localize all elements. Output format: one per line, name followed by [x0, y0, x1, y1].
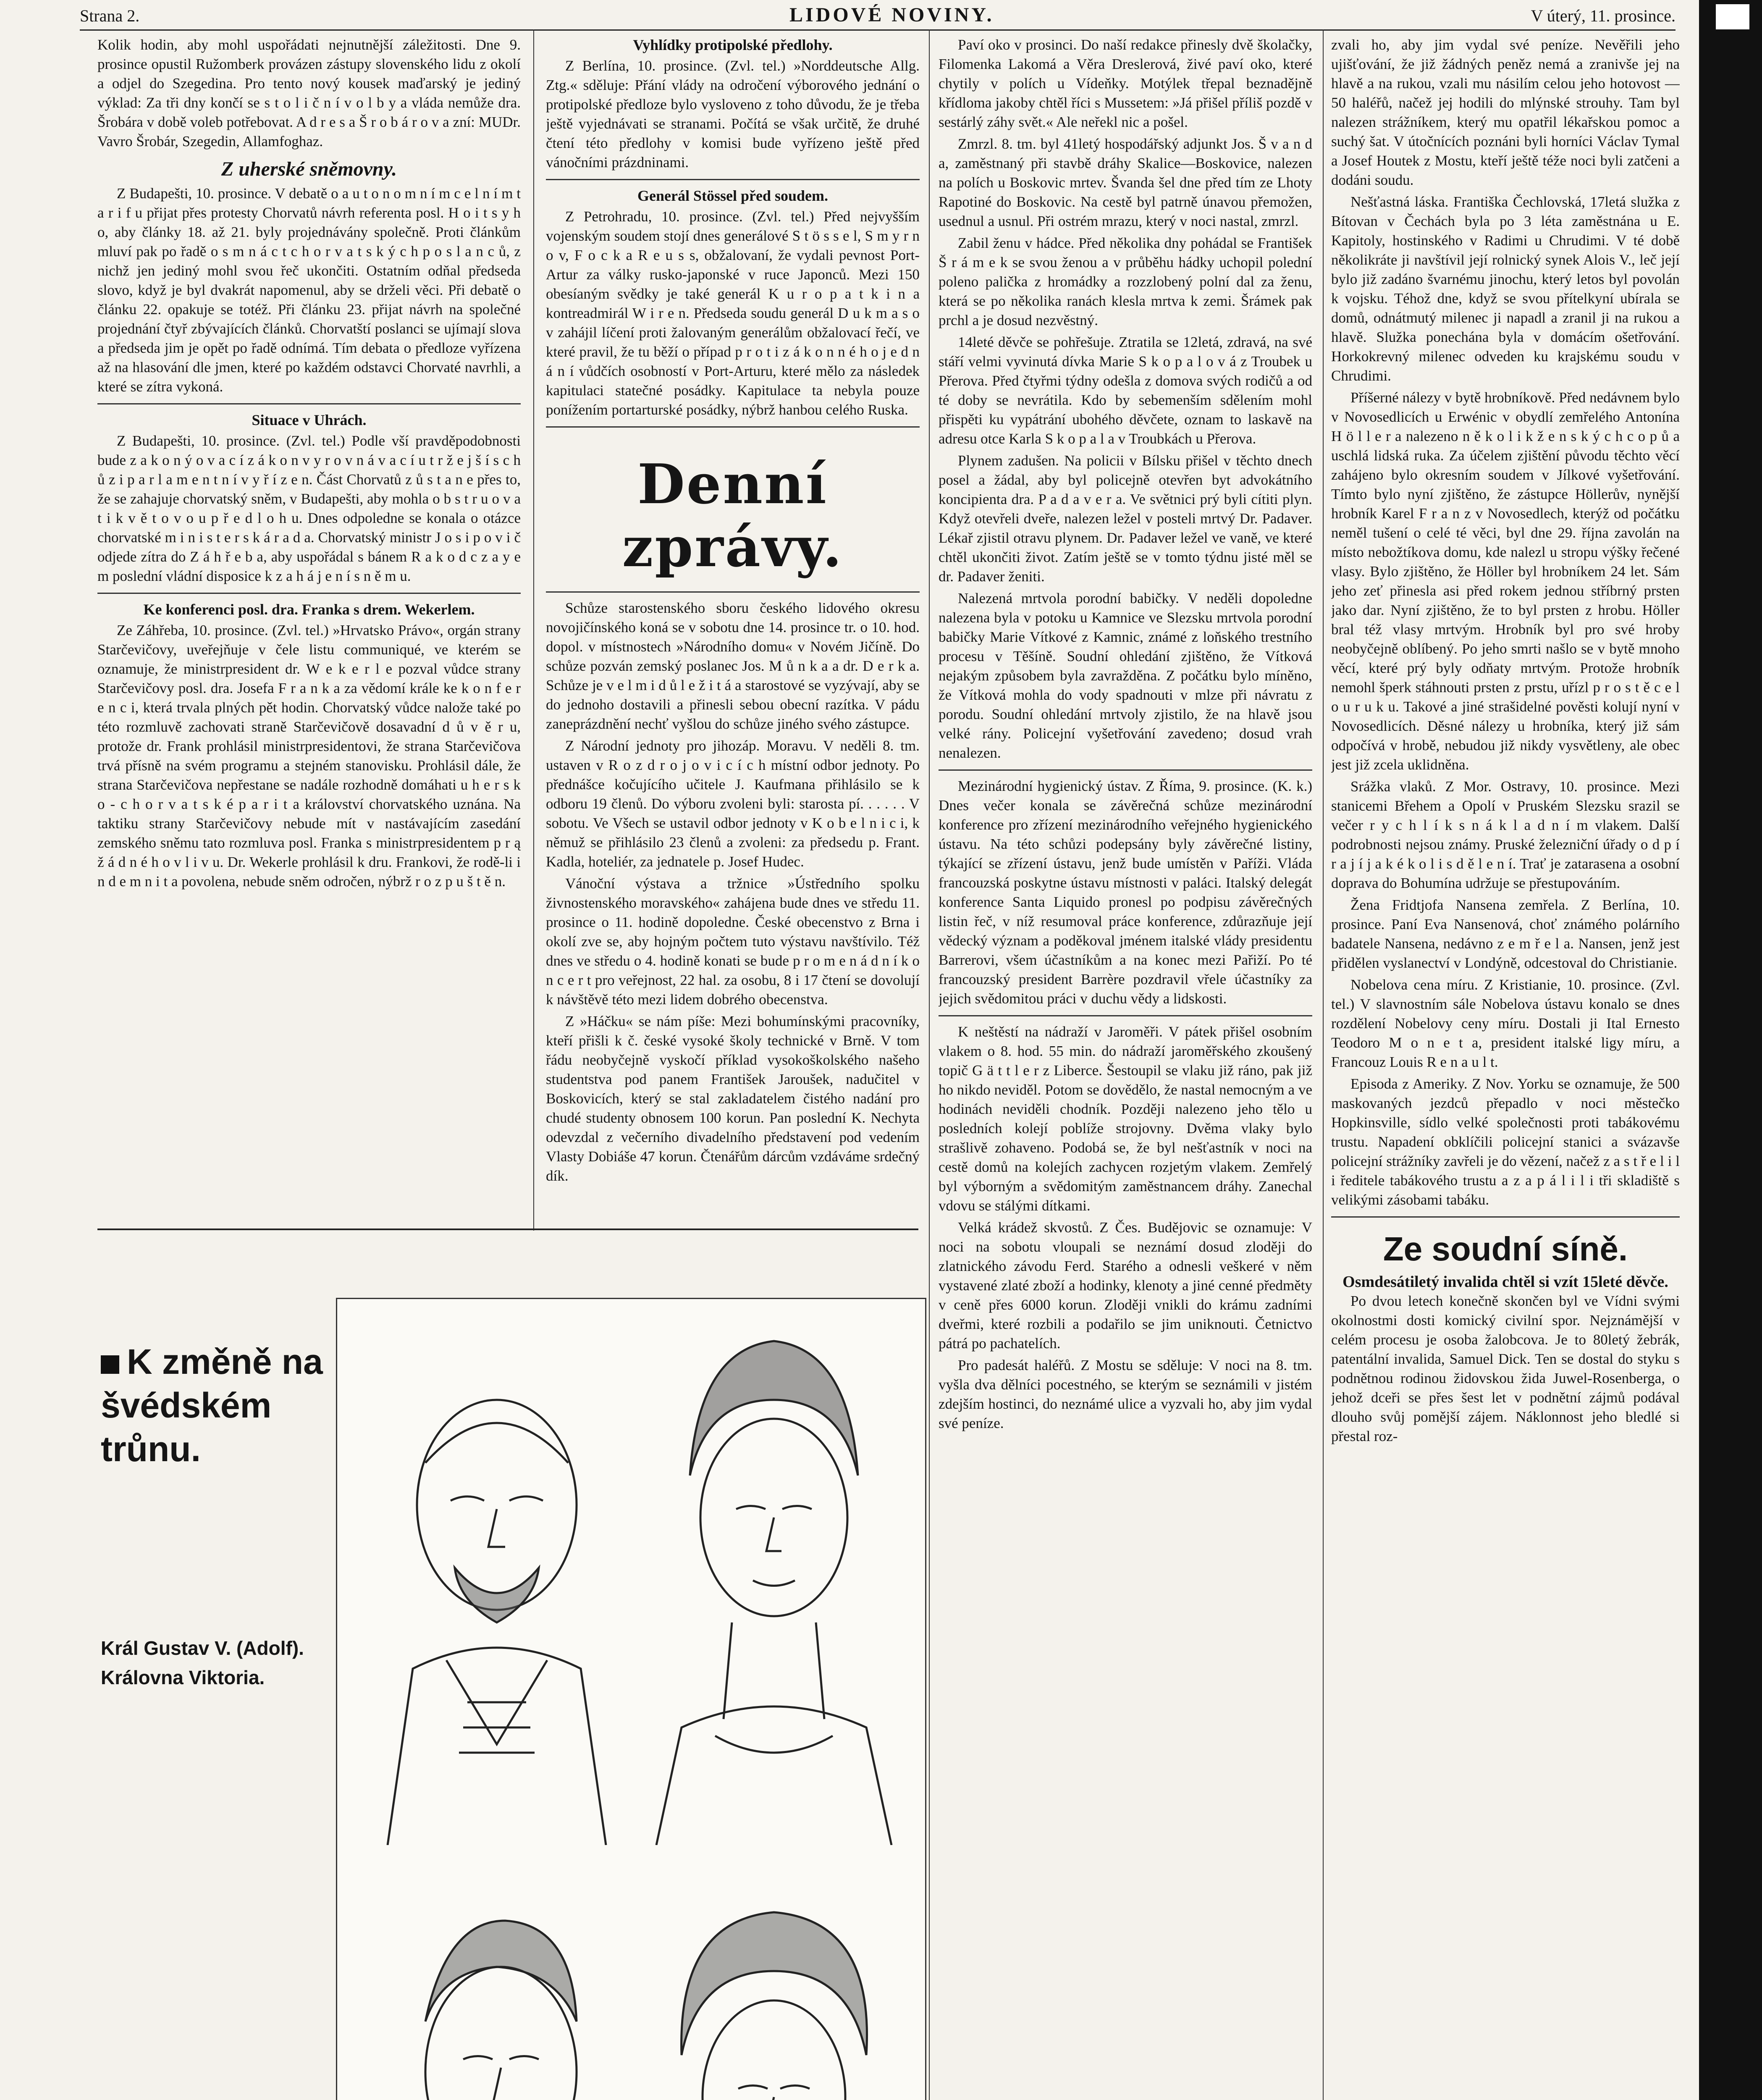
article-paragraph: Nešťastná láska. Františka Čechlovská, 17letá služka z Bítovan v Čechách byla po 3 léta zaměstnána u E. Kapitoly, hostinského v Radimi u Chrudimi. V té době několikráte ji navštívil její rolnický synek Alois V., leč její bylo již zadáno švarnému jinochu, který letos byl povolán k vojsku. Téhož dne, když se svou přítelkyní ubírala se domů, odnátmutý milenec ji napadl a zranil ji na rukou a hlavě. Služka ponechána byla v domácím ošetřování. Horkokrevný milenec odveden ku krajskému soudu v Chrudimi. — [1331, 194, 1680, 384]
article-paragraph: Velká krádež skvostů. Z Čes. Budějovic se oznamuje: V noci na sobotu vloupali se neznámí dosud zloději do zlatnického závodu Ferd. Starého a odnesli veškeré v něm vystavené zlaté zboží a hodinky, klenoty a jiné cenné předměty v ceně přes 6000 korun. Zloději vnikli do krámu zadními dveřmi, které rozbili a podařilo se jim uniknouti. Četnictvo pátrá po pachatelích. — [939, 1219, 1312, 1352]
article-paragraph: K neštěstí na nádraží v Jaroměři. V pátek přišel osobním vlakem o 8. hod. 55 min. do nádraží jaroměřského zkoušený topič G ä t t l e r z Liberce. Šestoupil se vlaku již ráno, pak již ho nikdo neviděl. Potom se dovědělo, že nastal nemocným a ve hodinách neviděli chodník. Později nalezeno jeho tělo u posledních kolejí poblíže strojovny. Dvěma vlaky bylo strašlivě zohaveno. Podobá se, že byl nešťastník v noci na cestě domů na kolejích zachycen rozjetým vlakem. Zemřelý byl výborným a svědomitým zaměstnancem dráhy. Zanechal vdovu se stálými dítkami. — [939, 1024, 1312, 1214]
article-paragraph: Vánoční výstava a tržnice »Ústředního spolku živnostenského moravského« zahájena bude dnes ve středu 11. prosince o 11. hodině dopoledne. České obecenstvo z Brna i okolí zve se, aby hojným počtem tuto výstavu navštívilo. Též dnes ve středu o 4. hodině konati se bude p r o m e n á d n í k o n c e r t pro veřejnost, 22 hal. za osobu, 8 i 17 čtení se dovolují k návštěvě této mezi lidem dobrého obecenstva. — [546, 875, 920, 1008]
article-paragraph: Po dvou letech konečně skončen byl ve Vídni svými okolnostmi dosti komický civilní spor. Nejznámější v celém procesu je osoba žalobcova. Je to 80letý žebrák, patentální invalida, Samuel Dick. Ten se dostal do styku s podnětnou rodinou židovskou žida Juwel-Rosenberga, o jehož dceři se přes šest let v podnětní zájmů podával dlouho svůj pomější zájem. Náklonnost jeho bledlé si přestal roz- — [1331, 1293, 1680, 1444]
article-paragraph: Nalezená mrtvola porodní babičky. V neděli dopoledne nalezena byla v potoku u Kamnice ve Slezsku mrtvola porodní babičky Marie Vítkové z Kamnic, známé z loňského trestního procesu v Těšíně. Soudní ohledání zjištěno, že Vítková nejakým způsobem byla zavražděna. Z počátku bylo míněno, že Vítková mohla do vody spadnouti v mlze při návratu z porodu. Soudní ohledání mrtvoly zjistilo, že na hlavě jsou velké rány. Policejní vyšetřování zavedeno; dosud vrah nenalezen. — [939, 590, 1312, 761]
portrait-caption: Královna Viktoria. — [101, 1667, 265, 1688]
article-paragraph: Z Budapešti, 10. prosince. (Zvl. tel.) Podle vší pravděpodobnosti bude z a k o n ý o v a c í z á k o n v y r o v n á v a c í u t r ž e j š í s c h ů z i p a r l a m e n t n í v y ř í z e n. Část Chorvatů z ů s t a n e přes to, že se zahajuje chorvatský sněm, v Budapešti, aby mohla o b s t r u o v a t i k v ě t o v o u p ř e d l o h u. Dnes odpoledne se konala o otázce chorvatské m i n i s t e r s k á r a d a. Chorvatský ministr J o s i p o v i č odjede zítra do Z á h ř e b a, aby uspořádal s bánem R a k o d c z a y e m poslední vládní disposice k z a h á j e n í s n ě m u. — [97, 433, 521, 584]
divider — [939, 769, 1312, 771]
square-bullet-icon — [101, 1355, 119, 1374]
article-paragraph: Příšerné nálezy v bytě hrobníkově. Před nedávnem bylo v Novosedlicích u Erwénic v obydlí zemřelého Antonína H ö l l e r a nalezeno n ě k o l i k ž e n s k ý c h c o p ů a uschlá lidská ruka. Za účelem zjištění původu těchto věcí zahájeno bylo okresním soudem v Jílkové vyšetřování. Tímto bylo nyní zjištěno, že zástupce Höllerův, nynější hrobník Karel F r a n z v Novosedlech, kterýž od počátku neměl tušení o celé té věci, byl dne 29. října zavolán na místo nebožtíkova domu, kde nalezl u stropu výšky řečené vlasy. Bylo zjištěno, že Höller byl hrobníkem 24 let. Sám jeho zeť přinesla asi před rokem jednou stříbrný prsten jako dar. Nyní zjištěno, že to byl prsten z hrobu. Höller bral též vlasy mrtvým. Hrobník byl pro své hroby neobyčejně oblíbený. Po jeho smrti našlo se v bytě mnoho věcí, které prý byly odňaty mrtvým. Protože hrobník nemohl šperk stáhnouti prsten z prstu, uřízl p r o s t ě c e l o u r u k u. Takové a jiné strašidelné pověsti kolují nyní v Novosedlicích. Děsné nálezy u hrobníka, který již sám odpočívá v hrobě, nebudou již nikdy vysvětleny, ale obec jest již zcela uklidněna. — [1331, 389, 1680, 773]
article-paragraph: 14leté děvče se pohřešuje. Ztratila se 12letá, zdravá, na své stáří velmi vyvinutá dívka Marie S k o p a l o v á z Troubek u Přerova. Před čtyřmi týdny odešla z domova svých rodičů a od té doby se nevrátila. Kdo by sebemenším sdělením mohl přispěti ku vypátrání ubohého děvčete, oznam to laskavě na adresu otce Karla S k o p a l a v Troubkách u Přerova. — [939, 334, 1312, 447]
newspaper-title: LIDOVÉ NOVINY. — [789, 4, 994, 26]
crown-prince-portrait-image — [362, 1870, 631, 2100]
article-paragraph: Mezinárodní hygienický ústav. Z Říma, 9. prosince. (K. k.) Dnes večer konala se závěrečná schůze mezinárodní konference pro zřízení mezinárodního veřejného hygienického ústavu. Na této schůzi podepsány byly závěrečné listiny, týkající se zřízení ústavu, jenž bude umístěn v Paříži. Vláda francouzská poskytne ústavu místnosti v paláci. Italský delegát konference Santa Liquido pronesl po podpisu závěrečných listin řeč, v níž resumoval práce konference, zdůrazňuje její vědecký význam a poděkoval jménem italské vlády presidentu Barrerovi, všem účastníkům a na konec mezi Pařiží. Po té francouzský president Barrère pozdravil vřele účastníky za jejich svědomitou práci v duchu vědy a lidskosti. — [939, 778, 1312, 1007]
portrait-illustration — [336, 1298, 926, 2100]
section-heading: Z uherské sněmovny. — [221, 158, 397, 180]
article-paragraph: Z Berlína, 10. prosince. (Zvl. tel.) »Norddeutsche Allg. Ztg.« sděluje: Přání vlády na odročení výborového jednání o protipolské předloze bylo vysloveno z toho důvodu, že je třeba ještě vyjednávati se stranami. Počítá se však určitě, že druhé čtení této předlohy v komisi bude vyřízeno ještě před vánočními prázdninami. — [546, 58, 920, 171]
divider — [97, 1228, 918, 1230]
divider — [97, 403, 521, 404]
article-paragraph: Pro padesát haléřů. Z Mostu se sděluje: V noci na 8. tm. vyšla dva dělníci pocestného, se kterým se seznámili v jistém zdejším hostinci, do neznámé ulice a vyzvali ho, aby jim vydal své peníze. — [939, 1357, 1312, 1431]
column-divider — [1323, 29, 1324, 2100]
article-paragraph: Z Budapešti, 10. prosince. V debatě o a u t o n o m n í m c e l n í m t a r i f u přijat přes protesty Chorvatů návrh referenta posl. H o i t s y h o, aby články 18. až 21. byly projednávány společně. Proti článkům mluví pak po řadě o s m n á c t c h o r v a t s k ý c h p o s l a n c ů, z nichž jen jediný mohl svou řeč ukončiti. Ostatním odňal předseda slovo, když je byl dvakrát napomenul, aby se drželi věci. Při debatě o článku 22. opakuje se totéž. Při článku 23. přijat návrh na společné projednání čtyř zbývajících článků. Chorvatští poslanci se ujímají slova a předseda jim je opět po řadě odnímá. Tím debata o předloze vyřízena až na hlasování dle jmen, které po každém odstavci Chorvaté navrhli, a které se zítra vykoná. — [97, 185, 521, 395]
article-heading: Generál Stössel před soudem. — [637, 187, 828, 204]
divider — [97, 593, 521, 594]
article-heading: Ke konferenci posl. dra. Franka s drem. Wekerlem. — [143, 601, 475, 618]
page-edge — [1699, 0, 1762, 2100]
article-paragraph: Paví oko v prosinci. Do naší redakce přinesly dvě školačky, Filomenka Lakomá a Věra Dreslerová, živé paví oko, které chytily v polích u Vídeňky. Motýlek třepal beznadějně křídloma jakoby chtěl říci s Mussetem: »Já přišel příliš pozdě v sestárlý záhy svět.« Ale neřekl nic a pošel. — [939, 37, 1312, 130]
article-paragraph: Schůze starostenského sboru českého lidového okresu novojičínského koná se v sobotu dne 14. prosince tr. o 10. hod. dopol. v místnostech »Národního domu« v Novém Jičíně. Do schůze pozván zemský poslanec Jos. M ů n k a a dr. D e r k a. Schůze je v e l m i d ů l e ž i t á a starostové se vyzývají, aby se do jednoho dostavili a přinesli sebou obecní razítka. V pádu zaneprázdnění nechť vyšlou do schůze jiného svého zástupce. — [546, 600, 920, 732]
column-2 — [546, 35, 920, 1211]
article-heading: Osmdesátiletý invalida chtěl si vzít 15leté děvče. — [1342, 1273, 1668, 1291]
portrait-caption: Král Gustav V. (Adolf). — [101, 1637, 304, 1659]
article-paragraph: Z »Háčku« se nám píše: Mezi bohumínskými pracovníky, kteří přišli k č. české vysoké školy technické v Brně. V tom řádu neobyčejně vyskočí příklad vysokoškolského našeho studentstva pod panem František Jaroušek, nadučitel v Boskovicích, který se stal zakladatelem čistého nadání pro chudé studenty obnosem 100 korun. Pan poslední K. Nechyta odevzdal z večerního divadelního představení pod vedením Vlasty Dobiáše 47 korun. Čtenářům dárcům vzdáváme srdečný dík. — [546, 1013, 920, 1184]
divider — [939, 1015, 1312, 1016]
article-paragraph: Srážka vlaků. Z Mor. Ostravy, 10. prosince. Mezi stanicemi Břehem a Opolí v Pruském Slezsku srazil se večer r y c h l í k s n á k l a d n í m vlakem. Další podrobnosti nejsou známy. Pruské železniční úřady o d p í r a j í j a k é k o l i s d ě l e n í. Trať je zatarasena a osobní doprava do Bohumína udržuje se přestupováním. — [1331, 778, 1680, 891]
page-header — [80, 0, 1675, 31]
section-heading: Denní zprávy. — [622, 452, 844, 579]
article-paragraph: Episoda z Ameriky. Z Nov. Yorku se oznamuje, že 500 maskovaných jezdců přepadlo v noci městečko Hopkinsville, sídlo velké společnosti proti tabákovému trustu. Napadení obklíčili policejní stanici a svázavše policejní strážníky zavřeli je do vězení, načež z a s t ř e l i l i ředitele tabákového trustu a z a p á l i l i tři skladiště s velikými zásobami tabáku. — [1331, 1076, 1680, 1208]
article-paragraph: Kolik hodin, aby mohl uspořádati nejnutnější záležitosti. Dne 9. prosince opustil Ružomberk provázen zástupy slovenského lidu z okolí a odjel do Szegedina. Pro tento nový kousek maďarský je jediný výklad: Za tři dny končí se s t o l i č n í v o l b y a vláda nemůže dra. Šrobára v době voleb potřebovat. A d r e s a Š r o b á r o v a zní: MUDr. Vavro Šrobár, Szegedin, Allamfoghaz. — [97, 37, 521, 150]
divider — [546, 591, 920, 593]
column-3 — [939, 35, 1312, 2100]
article-paragraph: zvali ho, aby jim vydal své peníze. Nevěřili jeho ujišťování, že již žádných peněz nemá a zranivše jej na hlavě a na rukou, vzali mu násilím celou jeho hotovost — 50 haléřů, načež jej hodili do mlýnské strouhy. Tam byl nalezen strážníkem, který mu opatřil lékařskou pomoc a suchý šat. V útočnících poznáni byli horníci Václav Tymal a Josef Houtek z Mostu, kteří ještě téže noci byli zatčeni a dodáni soudu. — [1331, 37, 1680, 188]
section-heading: Ze soudní síně. — [1383, 1230, 1628, 1268]
article-paragraph: Ze Záhřeba, 10. prosince. (Zvl. tel.) »Hrvatsko Právo«, orgán strany Starčevičovy, uveřejňuje v čele listu communiqué, ve kterém se oznamuje, že ministrpresident dr. W e k e r l e pozval vůdce strany Starčevičovy posl. dra. Josefa F r a n k a za vědomí krále ke k o n f e r e n c i, která trvala plných pět hodin. Chorvatský vůdce nalože také po této rozmluvě zachovati straně Starčevičově dosavadní d ů v ě r u, protože dr. Frank prohlásil ministrpresidentovi, že strana Starčevičova trvá přísně na svém programu a stejném stanovisku. Prohlásil dále, že strana Starčevičova nepřestane se nadále rozhodně domáhati u h e r s k o - c h o r v a t s k é p a r i t a království chorvatského uznána. Na taktiku strany Starčevičovy nebude mít v nastávajícím zasedání zemského sněmu tato rozmluva posl. Franka s ministrpresidentem p r ą ž á d n é h o v l i v u. Dr. Wekerle prohlásil k dru. Frankovi, že rodě-li i n d e m n i t a povolena, nebude sněm odročen, nýbrž r o z p u š t ě n. — [97, 622, 521, 890]
article-paragraph: Z Národní jednoty pro jihozáp. Moravu. V neděli 8. tm. ustaven v R o z d r o j o v i c í c h místní odbor jednoty. Po přednášce kočujícího učitele J. Kaufmana přihlásilo se k odboru 19 členů. Do výboru zvoleni byli: starosta pí. . . . . . V sobotu. Ve Všech se ustavil odbor jednoty v K o b e l n i c i, k němuž se přihlásilo 23 členů a zvoleni: za předsedu p. Frant. Kadla, hoteliér, za jednatele p. Josef Hudec. — [546, 738, 920, 870]
divider — [1331, 1216, 1680, 1218]
column-4 — [1331, 35, 1680, 2100]
king-portrait-image — [362, 1324, 631, 1845]
issue-date: V úterý, 11. prosince. — [1531, 6, 1675, 25]
column-1 — [97, 35, 521, 1245]
article-paragraph: Zabil ženu v hádce. Před několika dny pohádal se František Š r á m e k se svou ženou a v průběhu hádky uchopil polední poleno palička z hromádky a rozzlobený polní dal za ženu, která se po několika ranách klesla mrtva k zemi. Šrámek pak prchl a je dosud nezvěstný. — [939, 235, 1312, 328]
column-divider — [533, 29, 534, 1231]
column-divider — [929, 29, 930, 2100]
queen-portrait-image — [640, 1316, 908, 1845]
illustration-title: K změně na švédském trůnu. — [101, 1342, 323, 1469]
article-paragraph: Žena Fridtjofa Nansena zemřela. Z Berlína, 10. prosince. Paní Eva Nansenová, choť známého polárního badatele Nansena, nedávno z e m ř e l a. Nansen, jenž jest přidělen vyslanectví v Londýně, odcestoval do Christianie. — [1331, 897, 1680, 971]
article-heading: Vyhlídky protipolské předlohy. — [633, 37, 833, 53]
article-paragraph: Nobelova cena míru. Z Kristianie, 10. prosince. (Zvl. tel.) V slavnostním sále Nobelova ústavu konalo se dnes rozdělení Nobelovy ceny míru. Dostali ji Ital Ernesto Teodoro M o n e t a, president italské ligy míru, a Francouz Louis R e n a u l t. — [1331, 976, 1680, 1070]
divider — [546, 179, 920, 180]
article-heading: Situace v Uhrách. — [252, 412, 367, 428]
article-paragraph: Z Petrohradu, 10. prosince. (Zvl. tel.) Před nejvyšším vojenským soudem stojí dnes generálové S t ö s s e l, S m y r n o v, F o c k a R e u s s, obžalovaní, že vydali pevnost Port-Artur za války rusko-japonské v ruce Japonců. Mezi 150 obesíaným svědky je také generál K u r o p a t k i n a kontreadmirál W i r e n. Předseda soudu generál D u k m a s o v zahájil líčení proti žalovaným generálům obžalovací řečí, ve které pravil, že tu běží o případ p r o t i z á k o n n é h o j e d n á n í vůdčích osobností v Port-Arturu, které mělo za následek kapitulaci statečné posádky. Kapitulace ta nebyla pouze ponížením portarturské posádky, nýbrž hanbou celého Ruska. — [546, 208, 920, 418]
article-paragraph: Plynem zadušen. Na policii v Bílsku přišel v těchto dnech posel a žádal, aby byl policejně otevřen byt advokátního koncipienta dra. P a d a v e r a. Ve světnici prý byli cítiti plyn. Když otevřeli dveře, nalezen ležel v posteli mrtvý Dr. Padaver. Lékař zjistil otravu plynem. Dr. Padaver ležel ve vaně, ve které chtěl ukončiti život. Zatím ještě se v tomto týdnu jisté měl se dr. Padaver ženiti. — [939, 452, 1312, 585]
crown-princess-portrait-image — [640, 1870, 908, 2100]
divider — [546, 426, 920, 428]
article-paragraph: Zmrzl. 8. tm. byl 41letý hospodářský adjunkt Jos. Š v a n d a, zaměstnaný při stavbě dráhy Skalice—Boskovice, nalezen na polích u Boskovic mrtev. Švanda šel dne před tím ze Lhoty Rapotiné do Boskovic. Na cestě byl patrně únavou přemožen, usednul a usnul. Při ostrém mrazu, který v noci nastal, zmrzl. — [939, 136, 1312, 229]
page-number: Strana 2. — [80, 6, 140, 25]
